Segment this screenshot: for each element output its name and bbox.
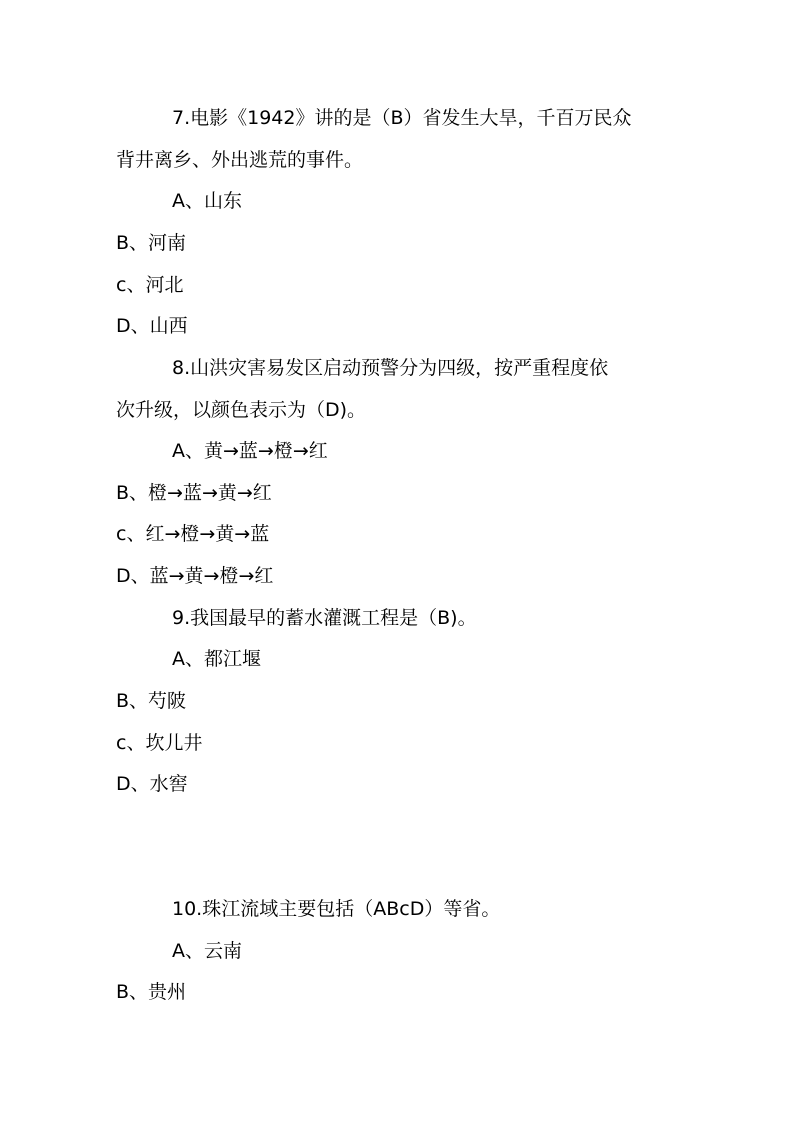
question-10-option-b: B、贵州 [116, 981, 187, 1003]
question-9-option-c: c、坎儿井 [116, 732, 203, 754]
question-9-option-d: D、水窖 [116, 773, 188, 795]
question-7-option-b: B、河南 [116, 232, 187, 254]
question-10-option-a: A、云南 [172, 940, 242, 962]
question-7-line-2: 背井离乡、外出逃荒的事件。 [116, 149, 364, 171]
question-8-option-d: D、蓝→黄→橙→红 [116, 565, 274, 587]
question-9-line-1: 9.我国最早的蓄水灌溉工程是（B)。 [172, 607, 477, 629]
question-8-option-a: A、黄→蓝→橙→红 [172, 440, 328, 462]
question-7-option-a: A、山东 [172, 190, 242, 212]
question-7-option-d: D、山西 [116, 315, 188, 337]
question-10-line-1: 10.珠江流域主要包括（ABcD）等省。 [172, 898, 501, 920]
question-8-option-c: c、红→橙→黄→蓝 [116, 523, 270, 545]
question-9-option-b: B、芍陂 [116, 690, 187, 712]
question-8-option-b: B、橙→蓝→黄→红 [116, 482, 272, 504]
question-8-line-1: 8.山洪灾害易发区启动预警分为四级，按严重程度依 [172, 357, 609, 379]
question-9-option-a: A、都江堰 [172, 648, 261, 670]
question-7-line-1: 7.电影《1942》讲的是（B）省发生大旱，千百万民众 [172, 107, 632, 129]
question-7-option-c: c、河北 [116, 274, 184, 296]
question-8-line-2: 次升级，以颜色表示为（D)。 [116, 399, 367, 421]
